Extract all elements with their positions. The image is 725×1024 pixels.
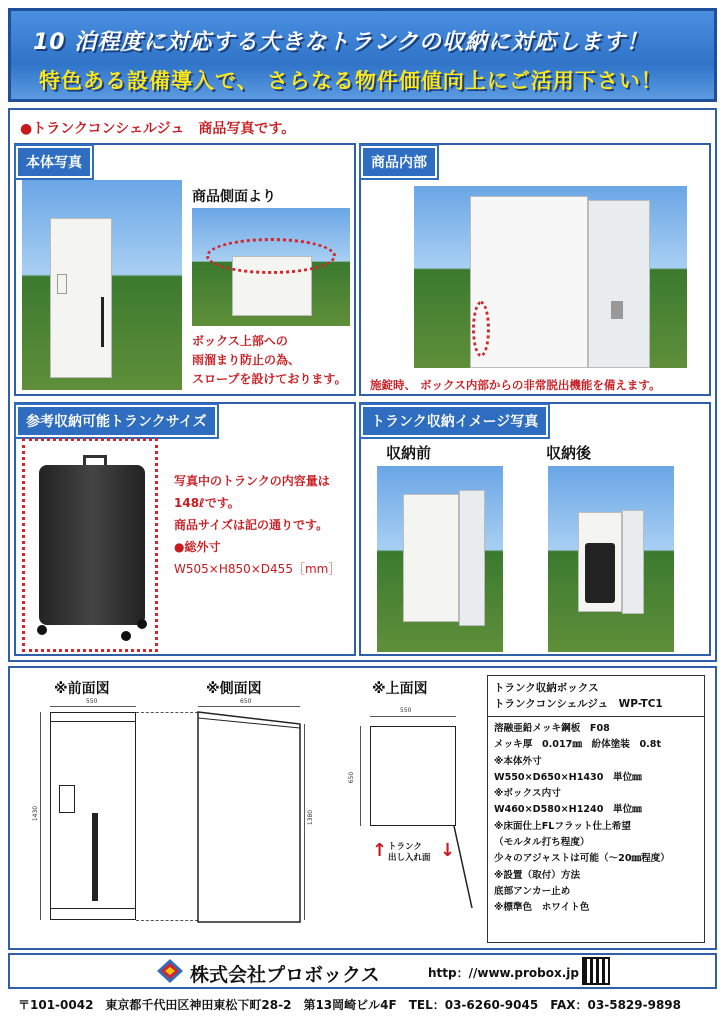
spec-title-1: トランク収納ボックス — [494, 682, 599, 694]
escape-highlight — [472, 301, 490, 357]
arrow-down-icon: ↓ — [440, 840, 456, 861]
body-side-photo — [192, 208, 350, 326]
trunk-photo-frame — [22, 438, 158, 652]
body-front-photo — [22, 180, 182, 390]
cabinet-illustration — [50, 218, 112, 378]
arrow-up-icon: ↑ — [372, 840, 388, 861]
top-view-drawing — [370, 726, 456, 826]
top-width-dim: 550 — [400, 707, 412, 714]
spec-box — [487, 675, 705, 943]
company-url[interactable]: http：//www.probox.jp — [428, 966, 580, 980]
hero-banner — [8, 8, 717, 102]
suitcase-image — [39, 465, 145, 625]
body-photo-header: 本体写真 — [16, 146, 92, 178]
banner-line-2: 特色ある設備導入で、 さらなる物件価値向上にご活用下さい！ — [39, 69, 663, 93]
interior-photo — [414, 186, 687, 368]
slope-highlight — [206, 238, 336, 274]
top-depth-dim: 650 — [348, 771, 356, 784]
company-logo-icon — [156, 958, 184, 984]
interior-note: 施錠時、 ボックス内部からの非常脱出機能を備えます。 — [370, 378, 661, 392]
before-photo — [377, 466, 503, 652]
company-address: 〒101-0042 東京都千代田区神田東松下町28-2 第13岡崎ビル4F TEL：03-6260-9045 FAX：03-5829-9898 — [18, 998, 682, 1012]
after-photo — [548, 466, 674, 652]
front-height-dim: 1430 — [32, 805, 40, 822]
side-view-drawing — [196, 710, 302, 924]
trunk-size-header: 参考収納可能トランクサイズ — [16, 405, 217, 437]
slope-note: ボックス上部への 雨溜まり防止の為、 スロープを設けております。 — [192, 334, 347, 386]
company-name: 株式会社プロボックス — [190, 964, 380, 986]
door-swing-line — [446, 826, 476, 910]
interior-header: 商品内部 — [361, 146, 437, 178]
after-caption: 収納後 — [546, 444, 592, 462]
qr-code-icon — [582, 957, 610, 985]
front-view-label: ※前面図 — [54, 681, 110, 697]
front-view-drawing — [50, 712, 136, 920]
side-view-caption: 商品側面より — [192, 189, 276, 205]
intro-title: ●トランクコンシェルジュ 商品写真です。 — [20, 121, 296, 137]
side-view-label: ※側面図 — [206, 681, 262, 697]
top-view-label: ※上面図 — [372, 681, 428, 697]
spec-lines: 溶融亜鉛メッキ鋼板 F08 メッキ厚 0.017㎜ 紛体塗装 0.8t ※本体外寸 W550×D650×H1430 単位㎜ ※ボックス内寸 W460×D580×H1240 単位㎜ ※床面仕上FLフラット仕上希望 （モルタル打ち程度） 少々のアジャストは可能（～20㎜程度） ※設置（取付）方法 底部アンカー止め ※標準色 ホワイト色 — [494, 723, 670, 914]
side-width-dim: 650 — [240, 698, 252, 705]
front-width-dim: 550 — [86, 698, 98, 705]
trunk-size-text: 写真中のトランクの内容量は 148ℓです。 商品サイズは記の通りです。 ●総外寸 W505×H850×D455［mm］ — [174, 474, 341, 576]
banner-line-1: 10 泊程度に対応する大きなトランクの収納に対応します！ — [33, 30, 649, 55]
before-caption: 収納前 — [386, 444, 432, 462]
storage-image-header: トランク収納イメージ写真 — [361, 405, 548, 437]
trunk-access-label: トランク 出し入れ面 — [388, 842, 431, 863]
spec-title-2: トランクコンシェルジュ WP-TC1 — [494, 698, 663, 710]
side-height-dim: 1380 — [307, 809, 315, 826]
